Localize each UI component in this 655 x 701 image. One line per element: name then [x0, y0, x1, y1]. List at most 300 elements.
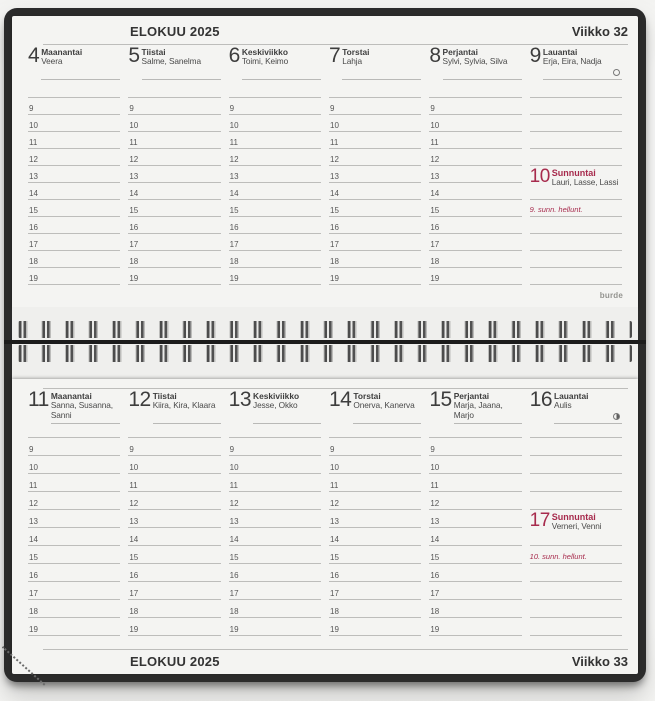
- hour-row: [229, 510, 321, 528]
- hour-row: [329, 456, 421, 474]
- hour-row: [128, 474, 220, 492]
- blank-line: [429, 80, 521, 98]
- sunday-number: 10: [529, 166, 550, 187]
- hour-label: 12: [430, 498, 440, 508]
- name-day-names: Kiira, Kira, Klaara: [152, 400, 216, 410]
- hour-row: [128, 510, 220, 528]
- week-number-label: Viikko 32: [571, 24, 628, 39]
- hour-row: [28, 149, 120, 166]
- day-meta: [443, 45, 522, 80]
- day-column-thursday: [329, 389, 421, 636]
- hour-label: 10: [29, 462, 38, 472]
- hour-row: [329, 546, 421, 564]
- day-header: [229, 389, 321, 424]
- hour-label: 17: [430, 588, 440, 598]
- hour-row: [28, 166, 120, 183]
- blank-line: [530, 492, 622, 510]
- hour-row: [128, 200, 220, 217]
- hour-row: [28, 510, 120, 528]
- day-header: [429, 389, 521, 424]
- hour-label: 19: [229, 624, 239, 634]
- hour-label: 18: [129, 256, 139, 266]
- day-column-friday: [429, 389, 521, 636]
- blank-line: [530, 80, 622, 98]
- hour-label: 15: [129, 552, 139, 562]
- week-32-page: [12, 16, 638, 307]
- hour-row: [128, 618, 220, 636]
- church-note-row: [530, 546, 622, 564]
- hour-label: 17: [330, 239, 339, 249]
- day-number: 9: [529, 44, 541, 67]
- hour-row: [28, 115, 120, 132]
- hour-label: 13: [129, 171, 139, 181]
- hour-row: [128, 268, 220, 285]
- hour-label: 10: [29, 120, 38, 130]
- hour-label: 16: [129, 570, 139, 580]
- day-column-wednesday: [229, 45, 321, 285]
- hour-row: [329, 438, 421, 456]
- day-number: 6: [228, 44, 240, 67]
- weekday-label: Keskiviikko: [241, 47, 288, 57]
- hour-label: 12: [430, 154, 440, 164]
- hour-label: 16: [430, 570, 440, 580]
- hour-row: [429, 200, 521, 217]
- blank-line: [329, 424, 421, 438]
- day-meta: [353, 389, 421, 424]
- day-meta: [142, 45, 221, 80]
- weekday-label: Torstai: [353, 391, 381, 401]
- hour-label: 13: [229, 516, 239, 526]
- hour-row: [329, 132, 421, 149]
- hour-row: [28, 438, 120, 456]
- brand-logo: burde: [599, 291, 623, 300]
- sunday-header: [530, 166, 622, 200]
- hour-row: [329, 600, 421, 618]
- weekday-label: Keskiviikko: [253, 391, 300, 401]
- hour-row: [28, 492, 120, 510]
- hour-row: [429, 149, 521, 166]
- hour-label: 10: [430, 462, 440, 472]
- hour-label: 15: [29, 205, 38, 215]
- hour-label: 14: [330, 188, 339, 198]
- hour-row: [28, 268, 120, 285]
- hour-row: [329, 200, 421, 217]
- hour-label: 14: [430, 534, 440, 544]
- hour-row: [429, 600, 521, 618]
- blank-line: [530, 268, 622, 285]
- brand-row: [12, 285, 638, 300]
- hour-label: 16: [129, 222, 139, 232]
- day-meta: [554, 389, 622, 424]
- hour-label: 10: [229, 120, 239, 130]
- hour-label: 11: [229, 480, 238, 490]
- hour-label: 12: [330, 498, 339, 508]
- hour-row: [429, 234, 521, 251]
- hour-label: 14: [129, 534, 139, 544]
- blank-line: [28, 80, 120, 98]
- blank-line: [229, 80, 321, 98]
- day-header: [329, 389, 421, 424]
- blank-line: [530, 582, 622, 600]
- hour-label: 9: [29, 444, 34, 454]
- hour-row: [229, 438, 321, 456]
- hour-label: 18: [229, 256, 239, 266]
- hour-row: [329, 474, 421, 492]
- hour-row: [28, 564, 120, 582]
- blank-line: [530, 424, 622, 438]
- hour-row: [329, 564, 421, 582]
- binding-loops-top: [18, 321, 632, 338]
- day-number: 4: [28, 44, 40, 67]
- blank-line: [28, 424, 120, 438]
- name-day-names: Sanna, Susanna, Sanni: [50, 400, 113, 420]
- hour-row: [229, 456, 321, 474]
- hour-label: 19: [430, 273, 440, 283]
- hour-row: [329, 149, 421, 166]
- hour-label: 15: [229, 205, 239, 215]
- hour-label: 19: [29, 624, 38, 634]
- hour-rows: [128, 438, 220, 636]
- weekday-label: Perjantai: [442, 47, 478, 57]
- blank-line: [530, 600, 622, 618]
- hour-row: [429, 474, 521, 492]
- hour-label: 14: [129, 188, 139, 198]
- month-title: ELOKUU 2025: [130, 24, 220, 39]
- blank-line: [530, 115, 622, 132]
- hour-row: [429, 546, 521, 564]
- hour-label: 9: [29, 103, 34, 113]
- blank-line: [530, 564, 622, 582]
- hour-rows: [28, 438, 120, 636]
- blank-line: [429, 424, 521, 438]
- hour-row: [128, 98, 220, 115]
- hour-rows: [28, 98, 120, 285]
- hour-row: [128, 251, 220, 268]
- hour-label: 11: [430, 137, 439, 147]
- sunday-number: 17: [529, 510, 550, 531]
- church-calendar-note: 10. sunn. hellunt.: [529, 551, 587, 561]
- hour-label: 10: [129, 462, 139, 472]
- hour-label: 10: [430, 120, 440, 130]
- hour-row: [229, 528, 321, 546]
- hour-row: [128, 166, 220, 183]
- hour-rows: [229, 438, 321, 636]
- hour-row: [429, 438, 521, 456]
- hour-rows: [229, 98, 321, 285]
- hour-row: [28, 582, 120, 600]
- hour-row: [28, 474, 120, 492]
- hour-row: [28, 234, 120, 251]
- hour-row: [329, 582, 421, 600]
- hour-label: 19: [129, 624, 139, 634]
- hour-row: [429, 183, 521, 200]
- hour-row: [229, 618, 321, 636]
- blank-line: [530, 474, 622, 492]
- blank-line: [530, 217, 622, 234]
- weekday-label: Tiistai: [152, 391, 177, 401]
- hour-label: 15: [29, 552, 38, 562]
- hour-label: 18: [430, 256, 440, 266]
- hour-row: [429, 115, 521, 132]
- hour-label: 16: [229, 222, 239, 232]
- day-header: [329, 45, 421, 80]
- hour-rows: [128, 98, 220, 285]
- week-33-grid: [12, 389, 638, 636]
- sunday-header: [530, 510, 622, 546]
- name-day-names: Lahja: [342, 56, 362, 66]
- hour-row: [28, 217, 120, 234]
- hour-label: 16: [29, 222, 38, 232]
- hour-label: 10: [229, 462, 239, 472]
- hour-row: [329, 268, 421, 285]
- blank-line: [530, 98, 622, 115]
- hour-label: 11: [129, 480, 138, 490]
- name-day-names: Onerva, Kanerva: [353, 400, 415, 410]
- hour-label: 17: [430, 239, 440, 249]
- day-header: [128, 389, 220, 424]
- hour-label: 11: [229, 137, 238, 147]
- hour-row: [429, 251, 521, 268]
- binding-rod: [4, 340, 646, 344]
- hour-label: 11: [29, 480, 38, 490]
- hour-row: [28, 546, 120, 564]
- hour-label: 16: [229, 570, 239, 580]
- hour-label: 12: [129, 498, 139, 508]
- hour-row: [229, 564, 321, 582]
- hour-label: 9: [229, 444, 235, 454]
- day-column-monday: [28, 389, 120, 636]
- hour-label: 17: [229, 588, 239, 598]
- hour-label: 15: [330, 205, 339, 215]
- weekday-label: Tiistai: [141, 47, 166, 57]
- hour-label: 18: [229, 606, 239, 616]
- hour-row: [28, 618, 120, 636]
- day-number: 14: [329, 388, 352, 411]
- hour-label: 13: [229, 171, 239, 181]
- hour-row: [128, 234, 220, 251]
- hour-row: [128, 217, 220, 234]
- blank-line: [530, 438, 622, 456]
- name-day-names: Toimi, Keimo: [241, 56, 289, 66]
- hour-label: 16: [330, 570, 339, 580]
- hour-label: 16: [430, 222, 440, 232]
- hour-label: 17: [330, 588, 339, 598]
- hour-label: 9: [129, 103, 134, 113]
- hour-label: 12: [29, 154, 38, 164]
- hour-row: [28, 600, 120, 618]
- sunday-label: Sunnuntai: [551, 168, 596, 178]
- hour-label: 17: [229, 239, 239, 249]
- day-header-saturday: [530, 389, 622, 424]
- hour-label: 19: [229, 273, 239, 283]
- day-meta: [454, 389, 522, 424]
- hour-row: [128, 546, 220, 564]
- blank-line: [530, 251, 622, 268]
- hour-row: [229, 217, 321, 234]
- hour-label: 9: [430, 444, 435, 454]
- hour-row: [229, 251, 321, 268]
- hour-label: 13: [330, 171, 339, 181]
- day-number: 15: [429, 388, 452, 411]
- hour-label: 14: [330, 534, 339, 544]
- hour-label: 18: [29, 606, 38, 616]
- hour-label: 12: [29, 498, 38, 508]
- hour-label: 14: [430, 188, 440, 198]
- day-header: [229, 45, 321, 80]
- hour-label: 12: [330, 154, 339, 164]
- hour-row: [28, 528, 120, 546]
- hour-row: [128, 564, 220, 582]
- hour-rows: [429, 98, 521, 285]
- hour-row: [429, 492, 521, 510]
- hour-row: [28, 456, 120, 474]
- day-column-tuesday: [128, 389, 220, 636]
- hour-label: 14: [29, 188, 38, 198]
- day-meta: [51, 389, 121, 424]
- hour-label: 13: [430, 171, 440, 181]
- blank-line: [530, 132, 622, 149]
- hour-row: [229, 166, 321, 183]
- hour-row: [128, 438, 220, 456]
- church-calendar-note: 9. sunn. hellunt.: [529, 204, 583, 214]
- hour-label: 9: [330, 444, 335, 454]
- day-header: [429, 45, 521, 80]
- hour-label: 9: [330, 103, 335, 113]
- day-column-tuesday: [128, 45, 220, 285]
- hour-row: [128, 183, 220, 200]
- hour-rows: [329, 438, 421, 636]
- hour-row: [429, 528, 521, 546]
- hour-row: [128, 115, 220, 132]
- hour-label: 14: [29, 534, 38, 544]
- weekday-label: Perjantai: [453, 391, 490, 401]
- hour-row: [128, 492, 220, 510]
- hour-row: [429, 564, 521, 582]
- name-day-names: Erja, Eira, Nadja: [542, 56, 602, 66]
- day-header: [128, 45, 220, 80]
- hour-row: [229, 474, 321, 492]
- hour-label: 13: [330, 516, 339, 526]
- weekend-column: [530, 45, 622, 285]
- hour-row: [128, 528, 220, 546]
- day-header-saturday: [530, 45, 622, 80]
- day-header: [28, 389, 120, 424]
- hour-label: 12: [129, 154, 139, 164]
- full-moon-icon: [613, 69, 620, 76]
- hour-row: [28, 132, 120, 149]
- hour-row: [329, 528, 421, 546]
- hour-label: 18: [29, 256, 38, 266]
- blank-line: [128, 80, 220, 98]
- hour-label: 12: [229, 498, 239, 508]
- day-column-friday: [429, 45, 521, 285]
- hour-row: [329, 166, 421, 183]
- hour-row: [329, 251, 421, 268]
- weekday-label: Torstai: [342, 47, 370, 57]
- hour-label: 12: [229, 154, 239, 164]
- month-title: ELOKUU 2025: [130, 654, 220, 669]
- hour-row: [128, 149, 220, 166]
- weekday-label: Maanantai: [50, 391, 92, 401]
- day-meta: [242, 45, 321, 80]
- day-meta: [153, 389, 221, 424]
- hour-row: [128, 600, 220, 618]
- day-number: 5: [128, 44, 140, 67]
- day-number: 8: [429, 44, 441, 67]
- hour-label: 11: [29, 137, 38, 147]
- hour-row: [429, 268, 521, 285]
- hour-label: 10: [330, 462, 339, 472]
- hour-label: 9: [430, 103, 435, 113]
- weekday-label: Lauantai: [554, 391, 589, 401]
- hour-label: 19: [29, 273, 38, 283]
- hour-label: 17: [29, 239, 38, 249]
- sunday-name-days: Lauri, Lasse, Lassi: [551, 178, 619, 187]
- hour-label: 18: [330, 606, 339, 616]
- church-note-row: [530, 200, 622, 217]
- hour-row: [128, 456, 220, 474]
- hour-label: 14: [229, 534, 239, 544]
- hour-label: 11: [330, 480, 339, 490]
- hour-row: [229, 234, 321, 251]
- hour-label: 19: [330, 273, 339, 283]
- hour-label: 15: [129, 205, 139, 215]
- day-column-thursday: [329, 45, 421, 285]
- hour-row: [329, 492, 421, 510]
- day-meta: [543, 45, 622, 80]
- hour-label: 18: [430, 606, 440, 616]
- spiral-binding: [12, 307, 638, 379]
- hour-row: [229, 268, 321, 285]
- day-header: [28, 45, 120, 80]
- hour-row: [429, 132, 521, 149]
- hour-label: 10: [330, 120, 339, 130]
- day-column-wednesday: [229, 389, 321, 636]
- hour-row: [429, 582, 521, 600]
- hour-label: 18: [330, 256, 339, 266]
- hour-row: [229, 492, 321, 510]
- calendar-cover: [4, 8, 646, 682]
- hour-row: [229, 115, 321, 132]
- hour-label: 19: [330, 624, 339, 634]
- hour-label: 10: [129, 120, 139, 130]
- hour-rows: [429, 438, 521, 636]
- hour-label: 18: [129, 606, 139, 616]
- name-day-names: Sylvi, Sylvia, Silva: [442, 56, 508, 66]
- hour-row: [429, 456, 521, 474]
- name-day-names: Salme, Sanelma: [141, 56, 201, 66]
- hour-label: 13: [29, 516, 38, 526]
- hour-row: [229, 200, 321, 217]
- hour-label: 14: [229, 188, 239, 198]
- hour-row: [429, 98, 521, 115]
- day-meta: [253, 389, 321, 424]
- name-day-names: Aulis: [554, 400, 572, 410]
- week-32-header: [43, 16, 628, 45]
- hour-label: 17: [129, 239, 139, 249]
- hour-label: 15: [330, 552, 339, 562]
- hour-label: 9: [229, 103, 235, 113]
- blank-line: [329, 80, 421, 98]
- hour-rows: [329, 98, 421, 285]
- hour-label: 13: [129, 516, 139, 526]
- hour-row: [429, 618, 521, 636]
- hour-row: [229, 600, 321, 618]
- hour-label: 11: [430, 480, 439, 490]
- hour-row: [28, 251, 120, 268]
- hour-row: [429, 510, 521, 528]
- day-number: 11: [28, 388, 49, 411]
